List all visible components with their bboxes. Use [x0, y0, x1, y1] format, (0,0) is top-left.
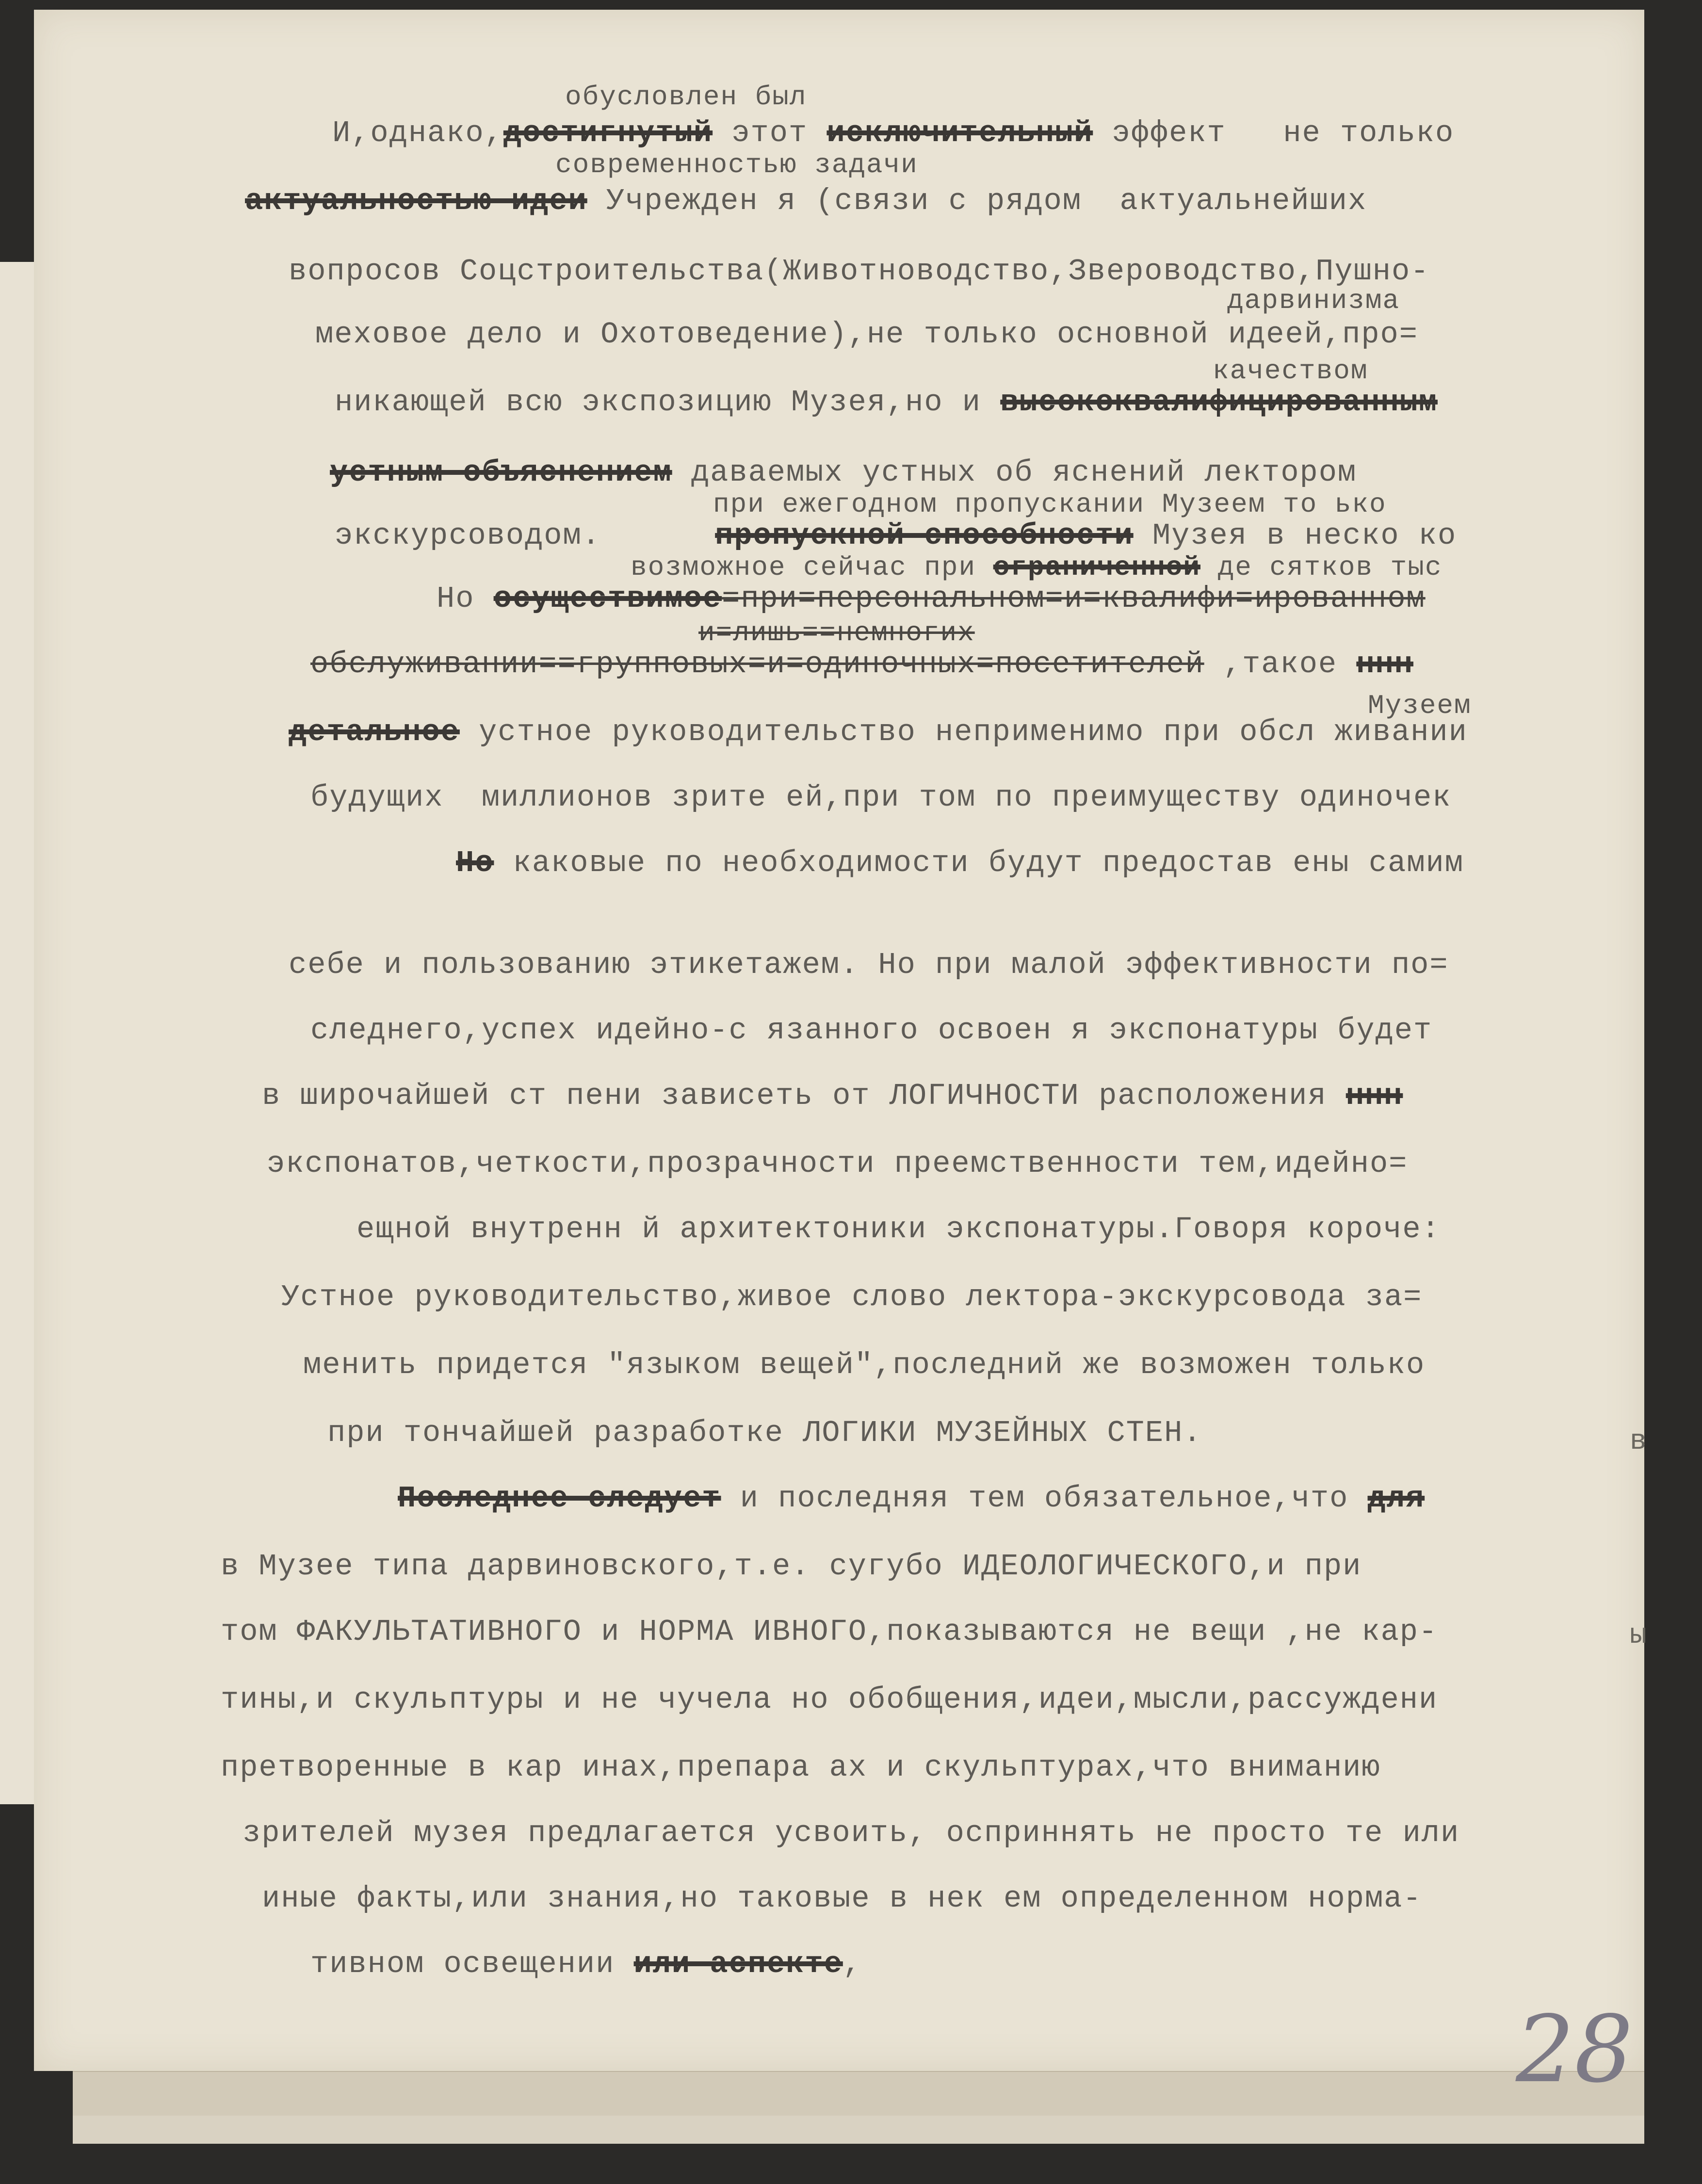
- struck-out-text: детальное: [289, 715, 460, 749]
- text-segment: этот: [713, 116, 827, 150]
- typed-line: [437, 582, 1426, 616]
- struck-out-text: ннн: [1345, 1079, 1403, 1113]
- text-segment: ,такое: [1204, 647, 1357, 681]
- typed-line: Устное руководительство,живое слово лектора-экскурсовода за=: [281, 1280, 1423, 1314]
- typed-line: [289, 715, 1468, 749]
- typed-line: том ФАКУЛЬТАТИВНОГО и НОРМА ИВНОГО,показываются не вещи ,не кар-: [221, 1615, 1438, 1649]
- dash-struck-text: =при=персональном=и=квалифи=ированном: [722, 582, 1426, 616]
- struck-out-text: Но: [456, 846, 494, 880]
- typed-line: [456, 846, 1464, 880]
- interlinear-correction: [631, 550, 1442, 584]
- struck-out-text: Последнее следует: [398, 1481, 721, 1516]
- typed-line: вопросов Соцстроительства(Животноводство,Звероводство,Пушно-: [289, 254, 1430, 289]
- text-segment: даваемых устных об яснений лектором: [672, 455, 1357, 490]
- struck-out-text: ннн: [1356, 647, 1413, 681]
- interlinear-correction: при ежегодном пропускании Музеем то ько: [713, 489, 1387, 520]
- text-segment: экскурсоводом.: [335, 518, 715, 553]
- struck-out-text: для: [1367, 1481, 1425, 1516]
- text-segment: ,: [843, 1947, 862, 1981]
- dash-struck-text: обслуживании==групповых=и=одиночных=посетителей: [310, 647, 1204, 681]
- interlinear-correction: Музеем: [1368, 690, 1472, 721]
- text-segment: устное руководительство неприменимо при обсл живании: [459, 715, 1468, 749]
- typed-line: [398, 1482, 1425, 1516]
- text-segment: И,однако,: [332, 116, 503, 150]
- text-segment: тивном освещении: [310, 1947, 634, 1981]
- text-segment: Но: [437, 582, 494, 616]
- typed-line: [332, 116, 1454, 150]
- typed-line: менить придется "языком вещей",последний же возможен только: [303, 1348, 1426, 1382]
- typed-line: меховое дело и Охотоведение),не только основной идеей,про=: [315, 317, 1418, 352]
- struck-out-text: пропускной способности: [715, 518, 1134, 553]
- interlinear-correction: дарвинизма: [1227, 285, 1400, 316]
- struck-out-text: или аспекте: [633, 1947, 843, 1981]
- typed-line: зрителей музея предлагается усвоить, осприннять не просто те или: [243, 1816, 1460, 1850]
- typed-line: экспонатов,четкости,прозрачности преемственности тем,идейно=: [267, 1147, 1408, 1181]
- typed-line: будущих миллионов зрите ей,при том по преимуществу одиночек: [310, 780, 1452, 815]
- margin-note: в: [1630, 1426, 1647, 1457]
- typed-line: иные факты,или знания,но таковые в нек ем определенном норма-: [262, 1881, 1422, 1916]
- struck-out-text: осуществимое: [493, 582, 722, 616]
- typed-line: при тончайшей разработке ЛОГИКИ МУЗЕЙНЫХ СТЕН.: [327, 1416, 1202, 1450]
- typed-line: [310, 647, 1413, 681]
- text-segment: Музея в неско ко: [1133, 518, 1457, 553]
- text-segment: никающей всю экспозицию Музея,но и: [335, 385, 1001, 420]
- typed-line: в Музее типа дарвиновского,т.е. сугубо ИДЕОЛОГИЧЕСКОГО,и при: [221, 1549, 1362, 1584]
- typed-line: ещной внутренн й архитектоники экспонатуры.Говоря короче:: [357, 1212, 1441, 1246]
- typed-line: [310, 1947, 862, 1981]
- interlinear-correction: и=лишь==немногих: [698, 617, 975, 648]
- typed-line: [262, 1079, 1403, 1113]
- text-segment: эффект не только: [1093, 116, 1455, 150]
- text-segment: и последняя тем обязательное,что: [721, 1481, 1368, 1516]
- text-segment: Учрежден я (связи с рядом актуальнейших: [587, 184, 1367, 218]
- margin-note: ы: [1630, 1620, 1647, 1651]
- page-number: 28: [1516, 1996, 1633, 2103]
- interlinear-correction: современностью задачи: [555, 149, 918, 180]
- text-segment: каковые по необходимости будут предостав ены самим: [494, 846, 1464, 880]
- struck-out-text: высококвалифицированным: [1000, 385, 1438, 420]
- text-segment: в широчайшей ст пени зависеть от ЛОГИЧНОСТИ расположения: [262, 1079, 1346, 1113]
- typed-line: [245, 184, 1367, 218]
- typed-line: претворенные в кар инах,препара ах и скульптурах,что вниманию: [221, 1750, 1381, 1785]
- struck-out-text: актуальностью идеи: [245, 184, 587, 218]
- typed-line: [335, 519, 1457, 553]
- struck-out-text: устным объяснением: [330, 455, 672, 490]
- struck-out-text: исключительный: [827, 116, 1093, 150]
- text-segment: де сятков тыс: [1200, 552, 1443, 583]
- text-segment: возможное сейчас при: [631, 552, 993, 583]
- typed-line: следнего,успех идейно-с язанного освоен я экспонатуры будет: [310, 1013, 1433, 1048]
- interlinear-correction: обусловлен был: [565, 81, 807, 113]
- typed-line: себе и пользованию этикетажем. Но при малой эффективности по=: [289, 948, 1449, 982]
- interlinear-correction: качеством: [1213, 356, 1368, 387]
- typed-line: [335, 386, 1438, 420]
- struck-out-text: достигнутый: [503, 116, 713, 150]
- typed-line: тины,и скульптуры и не чучела но обобщения,идеи,мысли,рассуждени: [221, 1682, 1438, 1717]
- struck-out-text: ограниченной: [993, 552, 1200, 583]
- typed-line: [330, 456, 1357, 490]
- page-bottom-edge: [73, 2071, 1644, 2116]
